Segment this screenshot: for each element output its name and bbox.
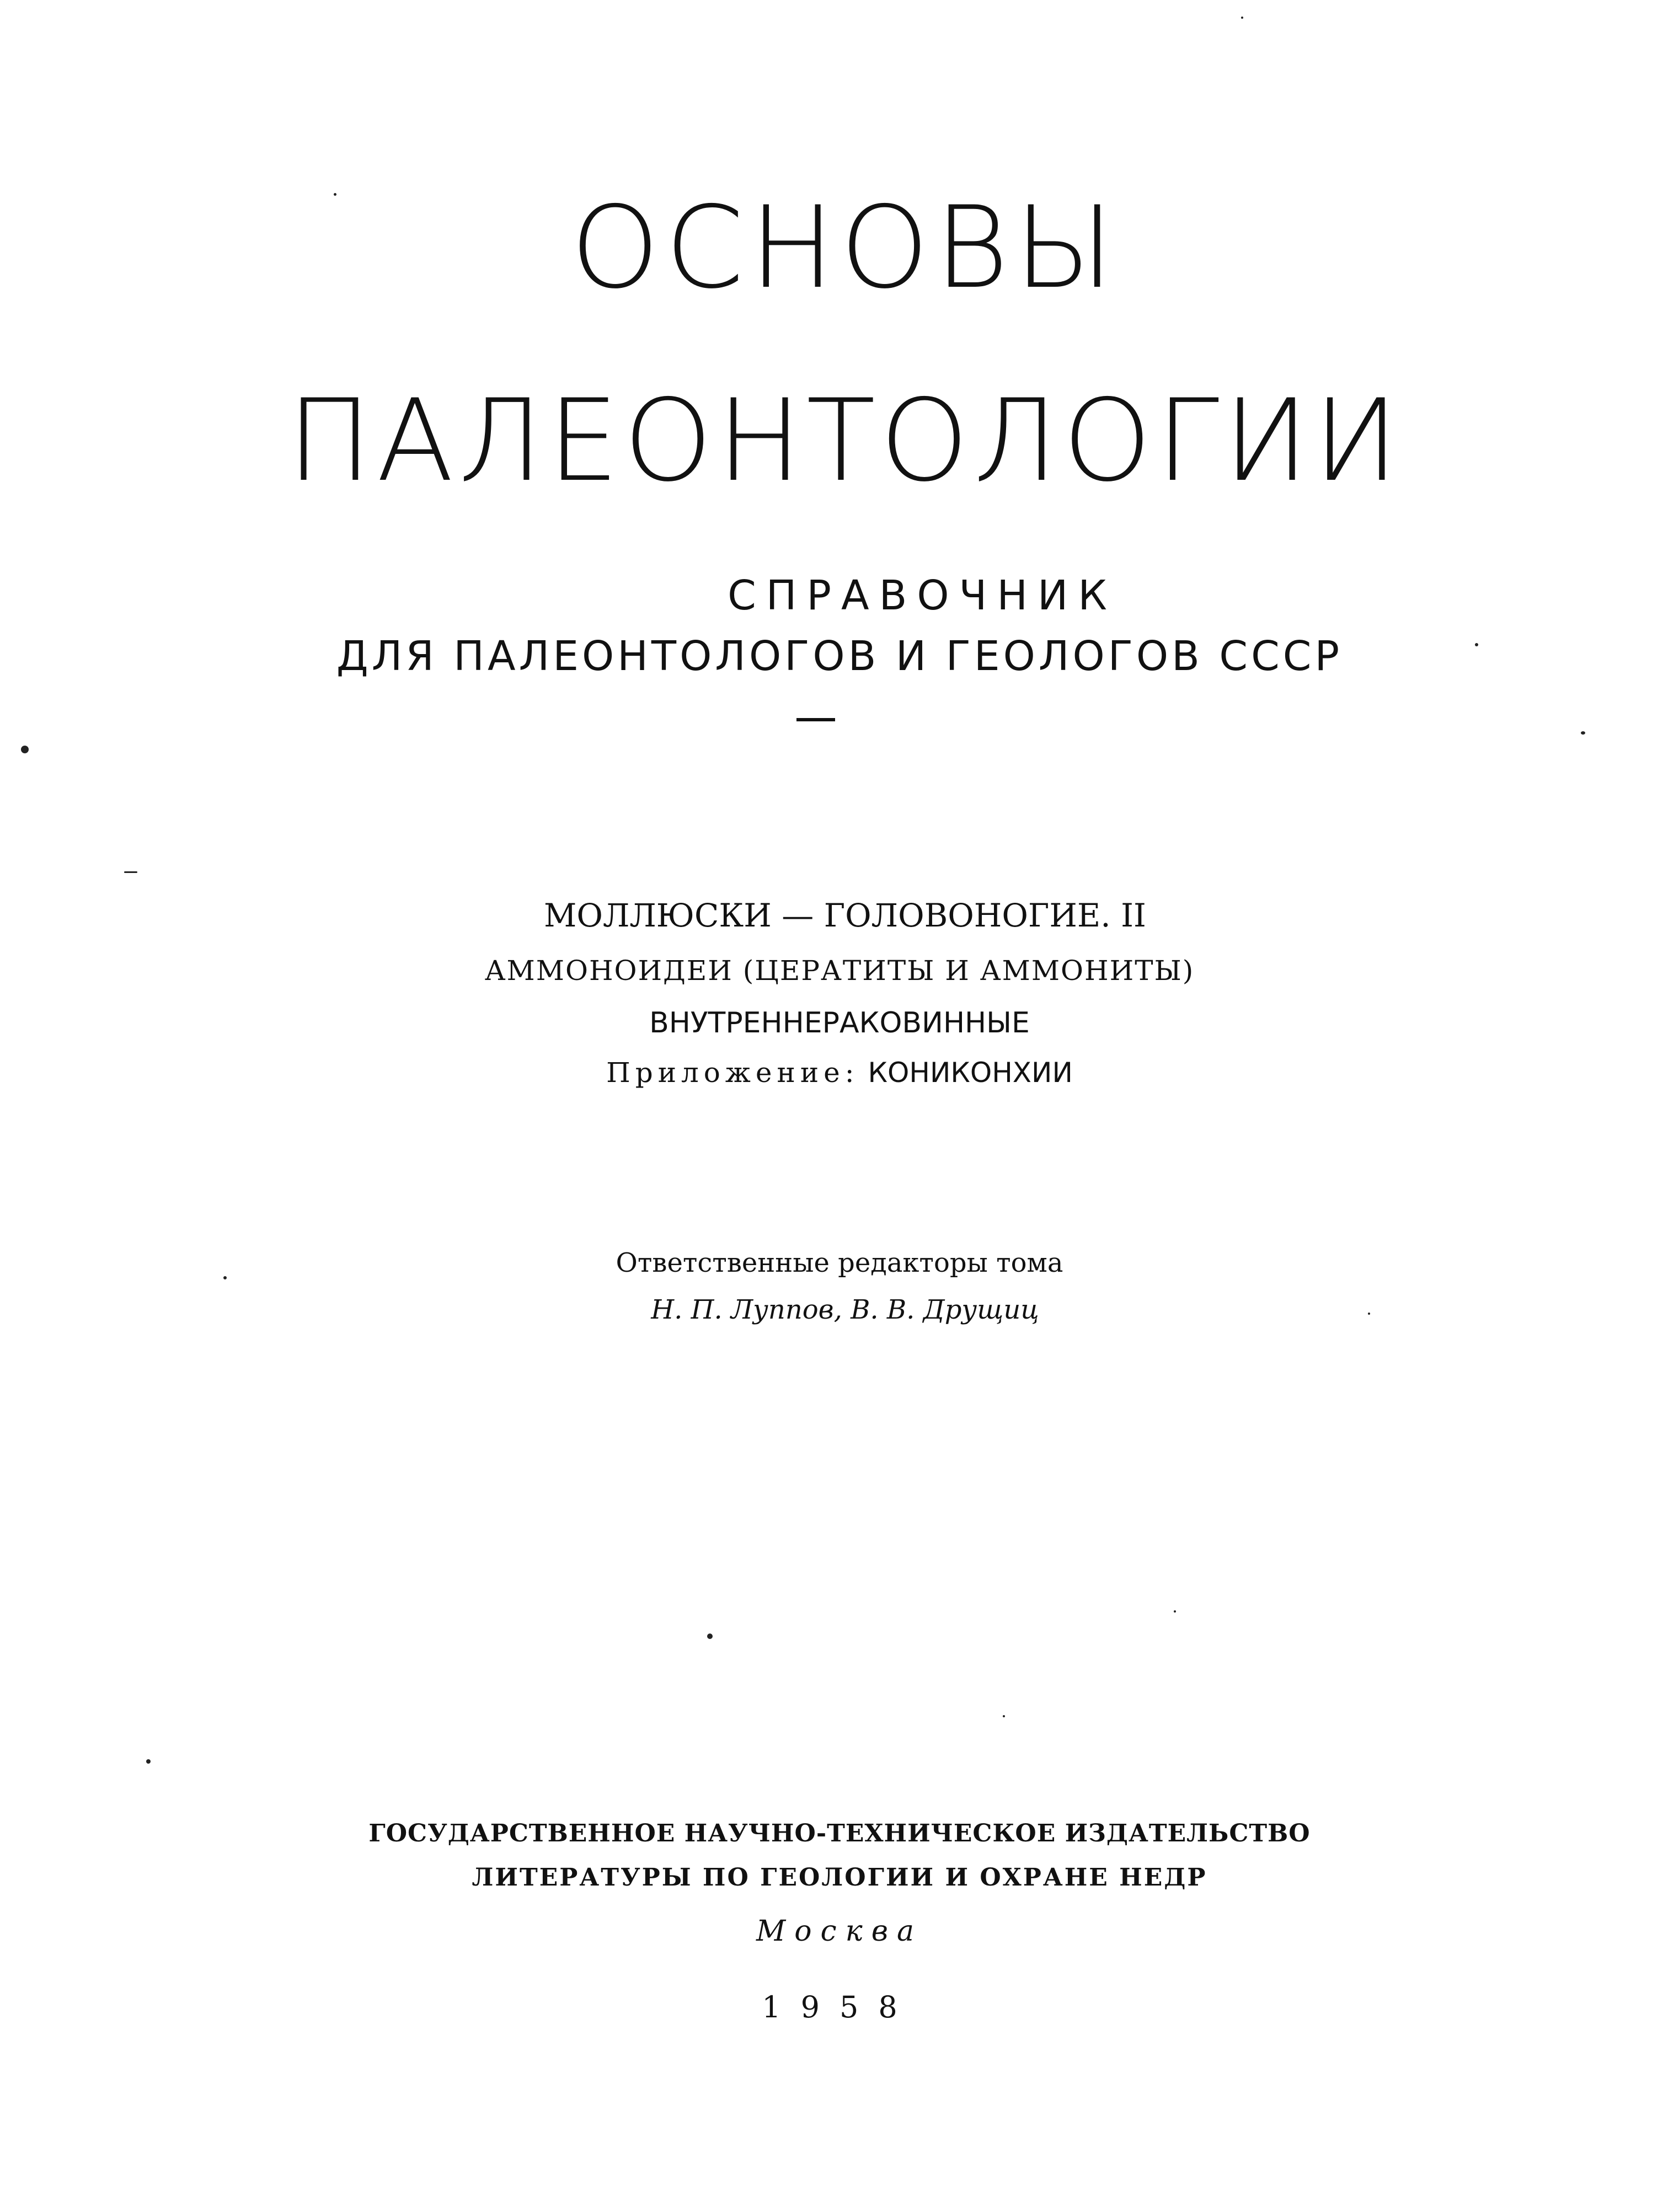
editors-label: Ответственные редакторы тома (616, 1247, 1063, 1278)
scan-speck (1581, 731, 1585, 735)
scan-speck (334, 193, 336, 196)
publication-year: 1958 (762, 1990, 917, 2024)
book-title-line-1: ОСНОВЫ (570, 183, 1120, 314)
volume-appendix (0, 1051, 1679, 1095)
publisher-line-2: ЛИТЕРАТУРЫ ПО ГЕОЛОГИИ И ОХРАНЕ НЕДР (472, 1863, 1207, 1892)
volume-section: ВНУТРЕННЕРАКОВИННЫЕ (649, 1006, 1030, 1040)
editors-names: Н. П. Луппов, В. В. Друщиц (651, 1294, 1039, 1325)
scan-speck (707, 1633, 713, 1639)
appendix-label: Приложение: (606, 1057, 859, 1089)
scan-speck (21, 746, 29, 753)
scan-speck (1475, 643, 1478, 646)
appendix-value: КОНИКОНХИИ (868, 1057, 1073, 1089)
scan-speck (146, 1759, 151, 1764)
scan-speck (1241, 17, 1243, 19)
scan-speck (1003, 1715, 1005, 1717)
volume-title: МОЛЛЮСКИ — ГОЛОВОНОГИЕ. II (544, 897, 1146, 934)
book-title-line-2: ПАЛЕОНТОЛОГИИ (287, 376, 1403, 507)
scan-speck (223, 1276, 227, 1279)
subtitle-line-1: СПРАВОЧНИК (728, 572, 1117, 619)
publication-city: Москва (756, 1915, 923, 1948)
subtitle-line-2: ДЛЯ ПАЛЕОНТОЛОГОВ И ГЕОЛОГОВ СССР (336, 633, 1343, 680)
publisher-line-1: ГОСУДАРСТВЕННОЕ НАУЧНО-ТЕХНИЧЕСКОЕ ИЗДАТЕЛЬСТВО (368, 1819, 1311, 1847)
scan-speck (1174, 1610, 1176, 1613)
volume-subtitle: АММОНОИДЕИ (ЦЕРАТИТЫ И АММОНИТЫ) (484, 955, 1195, 987)
scan-speck (124, 871, 137, 873)
separator-dash (796, 718, 835, 721)
scan-speck (1368, 1313, 1370, 1315)
